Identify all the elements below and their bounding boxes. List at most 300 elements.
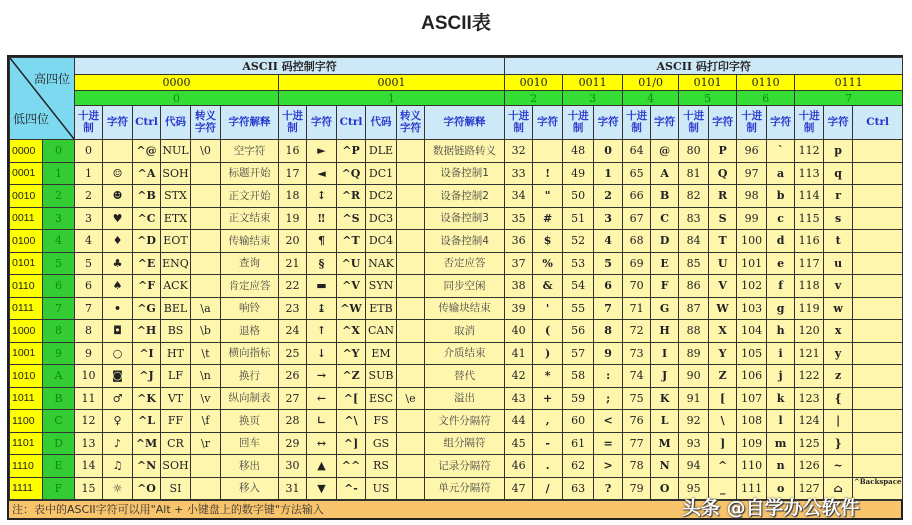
cell-desc: 横向指标 [221, 342, 279, 365]
cell-esc [397, 252, 425, 275]
column-header-ctrl: Ctrl [337, 106, 366, 140]
cell-char: g [767, 297, 795, 320]
low-bits-binary: 0101 [10, 252, 43, 275]
cell-char: ▬ [307, 275, 337, 298]
cell-char: ☼ [103, 477, 133, 500]
cell-ctrl: ^H [133, 320, 161, 343]
cell-char: ◙ [103, 365, 133, 388]
cell-ctrl: ^X [337, 320, 366, 343]
cell-desc: 查询 [221, 252, 279, 275]
cell-esc [397, 455, 425, 478]
high-bits-hex: 2 [505, 91, 563, 106]
cell-ctrl: ^P [337, 140, 366, 163]
low-bits-hex: D [43, 432, 75, 455]
cell-dec: 28 [279, 410, 307, 433]
cell-ctrl: ^O [133, 477, 161, 500]
cell-char: r [824, 185, 853, 208]
cell-char: ♣ [103, 252, 133, 275]
cell-esc: \e [397, 387, 425, 410]
table-row [10, 297, 903, 320]
cell-esc: \0 [191, 140, 221, 163]
cell-dec: 45 [505, 432, 533, 455]
cell-dec: 22 [279, 275, 307, 298]
low-bits-hex: 0 [43, 140, 75, 163]
cell-code: ETB [366, 297, 397, 320]
cell-esc [191, 455, 221, 478]
cell-char: k [767, 387, 795, 410]
cell-esc [191, 230, 221, 253]
cell-dec: 40 [505, 320, 533, 343]
column-header-desc: 字符解释 [221, 106, 279, 140]
cell-dec: 1 [75, 162, 103, 185]
column-header-char: 字符 [824, 106, 853, 140]
cell-dec: 26 [279, 365, 307, 388]
cell-char: 2 [594, 185, 623, 208]
cell-ctrl: ^N [133, 455, 161, 478]
cell-dec: 23 [279, 297, 307, 320]
cell-dec: 49 [563, 162, 594, 185]
low-bits-binary: 0010 [10, 185, 43, 208]
cell-char: h [767, 320, 795, 343]
cell-esc [397, 162, 425, 185]
low-bits-binary: 1000 [10, 320, 43, 343]
low-bits-binary: 1010 [10, 365, 43, 388]
table-row [10, 387, 903, 410]
cell-ctrl: ^Y [337, 342, 366, 365]
cell-dec: 9 [75, 342, 103, 365]
cell-esc: \b [191, 320, 221, 343]
cell-dec: 21 [279, 252, 307, 275]
cell-dec: 74 [623, 365, 651, 388]
cell-dec: 115 [795, 207, 824, 230]
cell-desc: 移出 [221, 455, 279, 478]
cell-char: _ [709, 477, 737, 500]
cell-ctrl: ^D [133, 230, 161, 253]
low-bits-hex: 1 [43, 162, 75, 185]
column-header-char: 字符 [709, 106, 737, 140]
low-bits-hex: 7 [43, 297, 75, 320]
cell-ctrl [853, 297, 903, 320]
cell-char: E [651, 252, 679, 275]
cell-char: $ [533, 230, 563, 253]
cell-dec: 107 [737, 387, 767, 410]
cell-ctrl: ^K [133, 387, 161, 410]
cell-dec: 43 [505, 387, 533, 410]
cell-char: [ [709, 387, 737, 410]
table-row [10, 432, 903, 455]
cell-dec: 105 [737, 342, 767, 365]
high-bits-binary: 0110 [737, 75, 795, 91]
watermark: 头条 @自学办公软件 [682, 497, 860, 519]
cell-code: ESC [366, 387, 397, 410]
cell-dec: 44 [505, 410, 533, 433]
column-header-dec: 十进制 [679, 106, 709, 140]
cell-desc: 纵向制表 [221, 387, 279, 410]
cell-ctrl: ^S [337, 207, 366, 230]
cell-ctrl [853, 162, 903, 185]
cell-char [103, 140, 133, 163]
cell-char: ; [594, 387, 623, 410]
cell-ctrl: ^R [337, 185, 366, 208]
cell-dec: 63 [563, 477, 594, 500]
cell-char: q [824, 162, 853, 185]
cell-char: ☺ [103, 162, 133, 185]
cell-char: x [824, 320, 853, 343]
cell-dec: 97 [737, 162, 767, 185]
column-header-code: 代码 [161, 106, 191, 140]
cell-ctrl: ^L [133, 410, 161, 433]
high-bits-binary: 01/0 [623, 75, 679, 91]
cell-desc: 组分隔符 [425, 432, 505, 455]
cell-esc [397, 275, 425, 298]
cell-char: O [651, 477, 679, 500]
cell-char: D [651, 230, 679, 253]
cell-dec: 2 [75, 185, 103, 208]
high-bits-hex: 1 [279, 91, 505, 106]
section-control-header: ASCII 码控制字符 [75, 58, 505, 75]
cell-char: ♦ [103, 230, 133, 253]
cell-dec: 7 [75, 297, 103, 320]
high-bits-binary: 0000 [75, 75, 279, 91]
low-bits-binary: 1011 [10, 387, 43, 410]
corner-header [10, 58, 75, 140]
cell-code: SUB [366, 365, 397, 388]
low-bits-hex: 2 [43, 185, 75, 208]
cell-desc: 响铃 [221, 297, 279, 320]
cell-desc: 空字符 [221, 140, 279, 163]
cell-char: ` [767, 140, 795, 163]
cell-dec: 35 [505, 207, 533, 230]
table-row [10, 185, 903, 208]
cell-dec: 55 [563, 297, 594, 320]
cell-char: ↕ [307, 185, 337, 208]
cell-char: ○ [103, 342, 133, 365]
column-header-desc: 字符解释 [425, 106, 505, 140]
cell-esc [191, 207, 221, 230]
cell-code: FF [161, 410, 191, 433]
cell-dec: 84 [679, 230, 709, 253]
cell-ctrl: ^Backspace [853, 477, 903, 500]
cell-desc: 设备控制2 [425, 185, 505, 208]
cell-ctrl [853, 342, 903, 365]
high-bits-hex: 7 [795, 91, 903, 106]
cell-dec: 47 [505, 477, 533, 500]
cell-code: DC3 [366, 207, 397, 230]
cell-ctrl [853, 207, 903, 230]
cell-char: → [307, 365, 337, 388]
cell-ctrl: ^^ [337, 455, 366, 478]
cell-char: Z [709, 365, 737, 388]
cell-code: DC2 [366, 185, 397, 208]
column-header-ctrl: Ctrl [853, 106, 903, 140]
cell-char: m [767, 432, 795, 455]
cell-dec: 64 [623, 140, 651, 163]
cell-char: z [824, 365, 853, 388]
cell-ctrl: ^U [337, 252, 366, 275]
low-bits-binary: 1101 [10, 432, 43, 455]
cell-dec: 52 [563, 230, 594, 253]
high-bits-hex: 5 [679, 91, 737, 106]
cell-char: Y [709, 342, 737, 365]
cell-desc: 文件分隔符 [425, 410, 505, 433]
cell-char: j [767, 365, 795, 388]
cell-esc: \r [191, 432, 221, 455]
table-row [10, 342, 903, 365]
cell-char: ◄ [307, 162, 337, 185]
cell-dec: 112 [795, 140, 824, 163]
cell-dec: 69 [623, 252, 651, 275]
cell-char: ^ [709, 455, 737, 478]
cell-code: ETX [161, 207, 191, 230]
cell-dec: 4 [75, 230, 103, 253]
cell-esc [397, 230, 425, 253]
cell-dec: 17 [279, 162, 307, 185]
cell-ctrl: ^[ [337, 387, 366, 410]
cell-ctrl: ^F [133, 275, 161, 298]
cell-dec: 11 [75, 387, 103, 410]
cell-dec: 96 [737, 140, 767, 163]
cell-dec: 3 [75, 207, 103, 230]
column-header-dec: 十进制 [75, 106, 103, 140]
cell-char: ♀ [103, 410, 133, 433]
low-bits-binary: 1110 [10, 455, 43, 478]
cell-dec: 58 [563, 365, 594, 388]
cell-char: C [651, 207, 679, 230]
cell-char: + [533, 387, 563, 410]
cell-desc: 设备控制1 [425, 162, 505, 185]
cell-code: CR [161, 432, 191, 455]
cell-dec: 60 [563, 410, 594, 433]
cell-ctrl [853, 185, 903, 208]
cell-code: STX [161, 185, 191, 208]
table-row [10, 275, 903, 298]
column-header-code: 代码 [366, 106, 397, 140]
cell-char: Q [709, 162, 737, 185]
low-bits-binary: 1100 [10, 410, 43, 433]
cell-char: 1 [594, 162, 623, 185]
cell-char: ↑ [307, 320, 337, 343]
cell-char: u [824, 252, 853, 275]
cell-ctrl [853, 455, 903, 478]
cell-dec: 54 [563, 275, 594, 298]
cell-char: P [709, 140, 737, 163]
cell-char: ¶ [307, 230, 337, 253]
low-bits-hex: B [43, 387, 75, 410]
cell-ctrl [853, 230, 903, 253]
cell-dec: 10 [75, 365, 103, 388]
cell-desc: 替代 [425, 365, 505, 388]
cell-dec: 104 [737, 320, 767, 343]
low-bits-binary: 1111 [10, 477, 43, 500]
cell-char: ↓ [307, 342, 337, 365]
cell-ctrl [853, 320, 903, 343]
cell-char [533, 140, 563, 163]
cell-dec: 33 [505, 162, 533, 185]
table-row [10, 320, 903, 343]
cell-char: 5 [594, 252, 623, 275]
cell-char: p [824, 140, 853, 163]
cell-ctrl: ^C [133, 207, 161, 230]
cell-dec: 119 [795, 297, 824, 320]
column-header-dec: 十进制 [279, 106, 307, 140]
cell-dec: 92 [679, 410, 709, 433]
cell-char: / [533, 477, 563, 500]
cell-esc [191, 185, 221, 208]
cell-char: l [767, 410, 795, 433]
cell-esc: \f [191, 410, 221, 433]
cell-dec: 46 [505, 455, 533, 478]
cell-dec: 66 [623, 185, 651, 208]
cell-char: R [709, 185, 737, 208]
cell-char: i [767, 342, 795, 365]
cell-char: y [824, 342, 853, 365]
table-row [10, 455, 903, 478]
cell-dec: 12 [75, 410, 103, 433]
cell-desc: 介质结束 [425, 342, 505, 365]
low-bits-hex: A [43, 365, 75, 388]
cell-code: RS [366, 455, 397, 478]
column-header-esc: 转义字符 [397, 106, 425, 140]
low-bits-hex: E [43, 455, 75, 478]
cell-char: n [767, 455, 795, 478]
high-bits-binary: 0111 [795, 75, 903, 91]
cell-char: 7 [594, 297, 623, 320]
cell-ctrl: ^A [133, 162, 161, 185]
cell-code: NAK [366, 252, 397, 275]
low-bits-hex: 9 [43, 342, 75, 365]
cell-dec: 94 [679, 455, 709, 478]
cell-esc: \v [191, 387, 221, 410]
cell-esc [397, 477, 425, 500]
cell-char: ↔ [307, 432, 337, 455]
cell-code: FS [366, 410, 397, 433]
cell-ctrl: ^T [337, 230, 366, 253]
column-header-dec: 十进制 [737, 106, 767, 140]
cell-dec: 27 [279, 387, 307, 410]
cell-dec: 102 [737, 275, 767, 298]
cell-dec: 99 [737, 207, 767, 230]
cell-esc [191, 477, 221, 500]
column-header-dec: 十进制 [505, 106, 533, 140]
page-title: ASCII表 [421, 13, 491, 34]
cell-dec: 61 [563, 432, 594, 455]
cell-dec: 123 [795, 387, 824, 410]
cell-ctrl: ^- [337, 477, 366, 500]
cell-code: DC4 [366, 230, 397, 253]
column-header-char: 字符 [103, 106, 133, 140]
cell-ctrl: ^E [133, 252, 161, 275]
cell-code: LF [161, 365, 191, 388]
cell-char: < [594, 410, 623, 433]
cell-char: ← [307, 387, 337, 410]
cell-ctrl: ^B [133, 185, 161, 208]
cell-char: d [767, 230, 795, 253]
cell-desc: 记录分隔符 [425, 455, 505, 478]
cell-char: 3 [594, 207, 623, 230]
cell-char: ♫ [103, 455, 133, 478]
cell-char: ↨ [307, 297, 337, 320]
cell-dec: 127 [795, 477, 824, 500]
cell-char: & [533, 275, 563, 298]
cell-dec: 30 [279, 455, 307, 478]
cell-esc [397, 410, 425, 433]
cell-desc: 肯定应答 [221, 275, 279, 298]
cell-dec: 109 [737, 432, 767, 455]
cell-char: t [824, 230, 853, 253]
cell-ctrl [853, 432, 903, 455]
cell-dec: 100 [737, 230, 767, 253]
cell-char: . [533, 455, 563, 478]
cell-desc: 正文开始 [221, 185, 279, 208]
cell-code: DC1 [366, 162, 397, 185]
cell-char: S [709, 207, 737, 230]
cell-char: a [767, 162, 795, 185]
column-header-char: 字符 [651, 106, 679, 140]
cell-code: BS [161, 320, 191, 343]
cell-dec: 73 [623, 342, 651, 365]
cell-dec: 106 [737, 365, 767, 388]
cell-code: EOT [161, 230, 191, 253]
cell-char: ▼ [307, 477, 337, 500]
cell-dec: 8 [75, 320, 103, 343]
cell-dec: 91 [679, 387, 709, 410]
cell-dec: 86 [679, 275, 709, 298]
cell-char: ( [533, 320, 563, 343]
cell-char: L [651, 410, 679, 433]
cell-char: ' [533, 297, 563, 320]
cell-dec: 34 [505, 185, 533, 208]
cell-dec: 87 [679, 297, 709, 320]
cell-dec: 65 [623, 162, 651, 185]
cell-char: = [594, 432, 623, 455]
cell-dec: 116 [795, 230, 824, 253]
cell-char: > [594, 455, 623, 478]
cell-ctrl [853, 387, 903, 410]
cell-ctrl [853, 275, 903, 298]
cell-esc [397, 342, 425, 365]
low-bits-hex: 5 [43, 252, 75, 275]
cell-dec: 41 [505, 342, 533, 365]
cell-ctrl [853, 410, 903, 433]
cell-dec: 79 [623, 477, 651, 500]
cell-char: ∟ [307, 410, 337, 433]
column-header-char: 字符 [767, 106, 795, 140]
cell-char: J [651, 365, 679, 388]
cell-ctrl: ^Q [337, 162, 366, 185]
low-bits-label: 低四位 [13, 112, 50, 126]
cell-desc: 传输块结束 [425, 297, 505, 320]
cell-desc: 正文结束 [221, 207, 279, 230]
cell-dec: 56 [563, 320, 594, 343]
cell-dec: 24 [279, 320, 307, 343]
cell-char: K [651, 387, 679, 410]
cell-char: v [824, 275, 853, 298]
high-bits-hex: 3 [563, 91, 623, 106]
cell-char: ♠ [103, 275, 133, 298]
cell-dec: 37 [505, 252, 533, 275]
cell-dec: 90 [679, 365, 709, 388]
cell-dec: 16 [279, 140, 307, 163]
cell-esc [397, 140, 425, 163]
high-bits-hex: 6 [737, 91, 795, 106]
cell-dec: 103 [737, 297, 767, 320]
cell-desc: 取消 [425, 320, 505, 343]
cell-esc [397, 365, 425, 388]
cell-dec: 70 [623, 275, 651, 298]
low-bits-binary: 1001 [10, 342, 43, 365]
cell-dec: 83 [679, 207, 709, 230]
cell-dec: 42 [505, 365, 533, 388]
